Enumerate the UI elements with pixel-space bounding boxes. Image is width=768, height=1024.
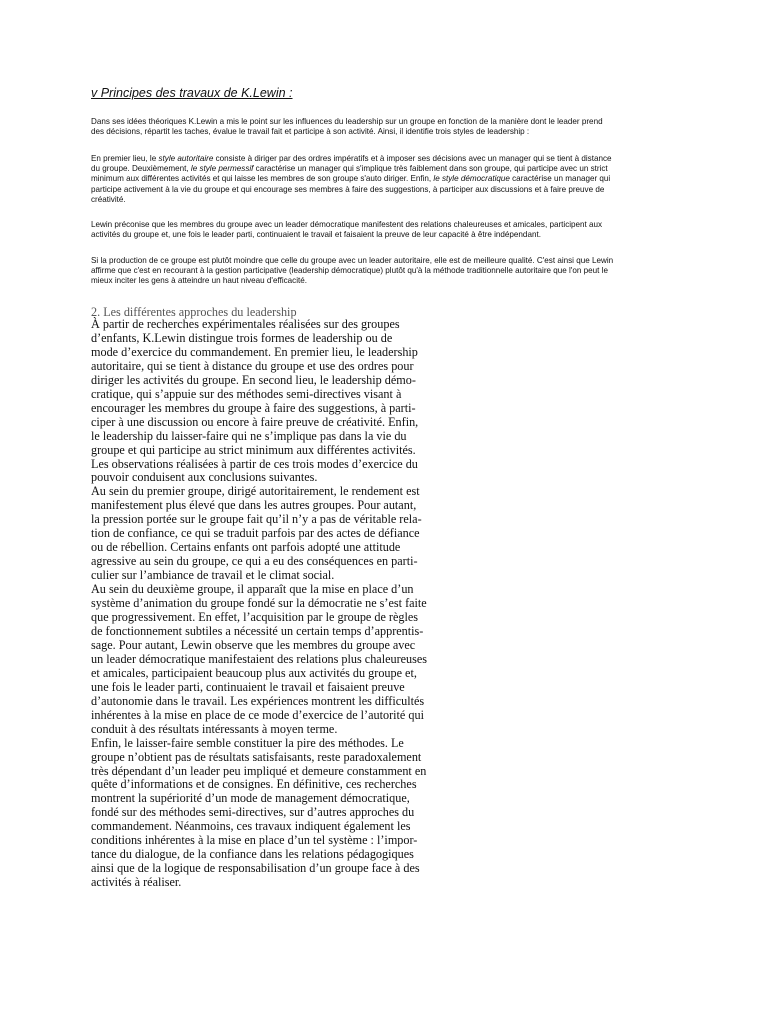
text-line: que progressivement. En effet, l’acquisition par le groupe de règles — [91, 610, 419, 625]
text-line: Les observations réalisées à partir de ces trois modes d’exercice du — [91, 456, 418, 471]
text-line: manifestement plus élevé que dans les autres groupes. Pour autant, — [91, 498, 417, 513]
text-line: conditions inhérentes à la mise en place d’un tel système : l’impor- — [91, 833, 418, 848]
text-line: participe activement à la vie du groupe et qui encourage ses membres à faire des suggestions, à participer aux discussions et à faire preuve de — [91, 184, 605, 194]
text-line: À partir de recherches expérimentales réalisées sur des groupes — [91, 317, 400, 331]
production-paragraph — [91, 256, 691, 287]
style-term: le style permessif — [190, 164, 254, 174]
text-segment: caractérise un manager qui s'implique très faiblement dans son groupe, qui participe avec un strict — [253, 164, 608, 174]
styles-paragraph — [91, 154, 691, 205]
text-line: montrent la supériorité d’un mode de management démocratique, — [91, 791, 410, 806]
text-line: des décisions, répartit les taches, évalue le travail fait et participe à son activité. Ainsi, il identifie trois styles de leadership : — [91, 127, 530, 137]
section-2-body — [91, 318, 431, 890]
intro-paragraph — [91, 117, 691, 137]
text-line: ciper à une discussion ou encore à faire preuve de créativité. Enfin, — [91, 414, 419, 429]
text-line: d’autonomie dans le travail. Les expériences montrent les difficultés — [91, 693, 425, 708]
text-line: d’enfants, K.Lewin distingue trois formes de leadership ou de — [91, 330, 393, 345]
text-line: mieux inciter les gens à atteindre un haut niveau d'efficacité. — [91, 276, 308, 286]
text-line: le leadership du laisser-faire qui ne s’implique pas dans la vie du — [91, 428, 407, 443]
text-line: très dépendant d’un leader peu impliqué et demeure constamment en — [91, 763, 427, 778]
text-line — [91, 174, 691, 184]
text-line: agressive au sein du groupe, ce qui a eu des conséquences en parti- — [91, 554, 418, 569]
text-line — [91, 164, 691, 174]
text-line: tion de confiance, ce qui se traduit parfois par des actes de défiance — [91, 526, 420, 541]
text-line: groupe et qui participe au strict minimum aux différentes activités. — [91, 442, 416, 457]
text-line: cratique, qui s’appuie sur des méthodes semi-directives visant à — [91, 386, 402, 401]
text-line: activités du groupe et, une fois le leader parti, continuaient le travail et faisaient la preuve de leur capacité à être indépendant. — [91, 230, 541, 240]
text-line: diriger les activités du groupe. En second lieu, le leadership démo- — [91, 372, 416, 387]
text-line: conduit à des résultats intéressants à moyen terme. — [91, 721, 338, 736]
text-line — [91, 154, 691, 164]
style-term: style autoritaire — [158, 154, 214, 163]
text-line: un leader démocratique manifestaient des relations plus chaleureuses — [91, 651, 428, 666]
text-line: tance du dialogue, de la confiance dans les relations pédagogiques — [91, 847, 414, 862]
text-segment: minimum aux différentes activités et qui laisse les membres de son groupe s'auto diriger. Enfin, — [91, 174, 434, 184]
text-line: créativité. — [91, 194, 126, 204]
text-line: affirme que c'est en recourant à la gestion participative (leadership démocratique) plutôt qu'à la méthode traditionnelle autoritaire que l'on peut le — [91, 266, 608, 276]
text-line: pouvoir conduisent aux conclusions suivantes. — [91, 470, 318, 485]
text-line: et amicales, participaient beaucoup plus aux activités du groupe et, — [91, 665, 417, 680]
text-line: fondé sur des méthodes semi-directives, sur d’autres approches du — [91, 805, 415, 820]
text-segment: consiste à diriger par des ordres impératifs et à imposer ses décisions avec un manager qui se tient à distance — [213, 154, 612, 163]
text-segment: En premier lieu, le — [91, 154, 159, 163]
text-line: culier sur l’ambiance de travail et le climat social. — [91, 568, 335, 583]
style-term: le style démocratique — [433, 174, 510, 184]
text-segment: caractérise un manager qui — [509, 174, 611, 184]
text-line: activités à réaliser. — [91, 875, 182, 890]
text-line: inhérentes à la mise en place de ce mode d’exercice de l’autorité qui — [91, 707, 424, 722]
text-line: Lewin préconise que les membres du groupe avec un leader démocratique manifestent des relations chaleureuses et amicales, participent aux — [91, 220, 603, 229]
section-2-title: 2. Les différentes approches du leadership — [91, 305, 297, 319]
text-segment: du groupe. Deuxièmement, — [91, 164, 191, 174]
democratic-paragraph — [91, 220, 691, 240]
text-line: Enfin, le laisser-faire semble constituer la pire des méthodes. Le — [91, 735, 404, 750]
text-line: une fois le leader parti, continuaient le travail et faisaient preuve — [91, 679, 405, 694]
text-line: la pression portée sur le groupe fait qu’il n’y a pas de véritable rela- — [91, 512, 422, 527]
text-line: mode d’exercice du commandement. En premier lieu, le leadership — [91, 344, 418, 359]
text-line: commandement. Néanmoins, ces travaux indiquent également les — [91, 819, 411, 834]
text-line: Dans ses idées théoriques K.Lewin a mis le point sur les influences du leadership sur un groupe en fonction de la manière dont le leader prend — [91, 117, 603, 126]
text-line: de fonctionnement subtiles a nécessité un certain temps d’apprentis- — [91, 623, 424, 638]
section-heading: v Principes des travaux de K.Lewin : — [91, 86, 293, 100]
text-line: sage. Pour autant, Lewin observe que les membres du groupe avec — [91, 637, 416, 652]
text-line: ainsi que de la logique de responsabilisation d’un groupe face à des — [91, 861, 420, 876]
text-line: quête d’informations et de consignes. En définitive, ces recherches — [91, 777, 417, 792]
text-line: Au sein du deuxième groupe, il apparaît que la mise en place d’un — [91, 582, 414, 597]
text-line: Au sein du premier groupe, dirigé autoritairement, le rendement est — [91, 484, 420, 499]
text-line: Si la production de ce groupe est plutôt moindre que celle du groupe avec un leader autoritaire, elle est de meilleure qualité. C'est ainsi que Lewin — [91, 256, 614, 265]
text-line: ou de rébellion. Certains enfants ont parfois adopté une attitude — [91, 540, 401, 555]
text-line: système d’animation du groupe fondé sur la démocratie ne s’est faite — [91, 596, 427, 611]
text-line: groupe n’obtient pas de résultats satisfaisants, reste paradoxalement — [91, 749, 422, 764]
text-line: encourager les membres du groupe à faire des suggestions, à parti- — [91, 400, 416, 415]
text-line: autoritaire, qui se tient à distance du groupe et use des ordres pour — [91, 358, 414, 373]
